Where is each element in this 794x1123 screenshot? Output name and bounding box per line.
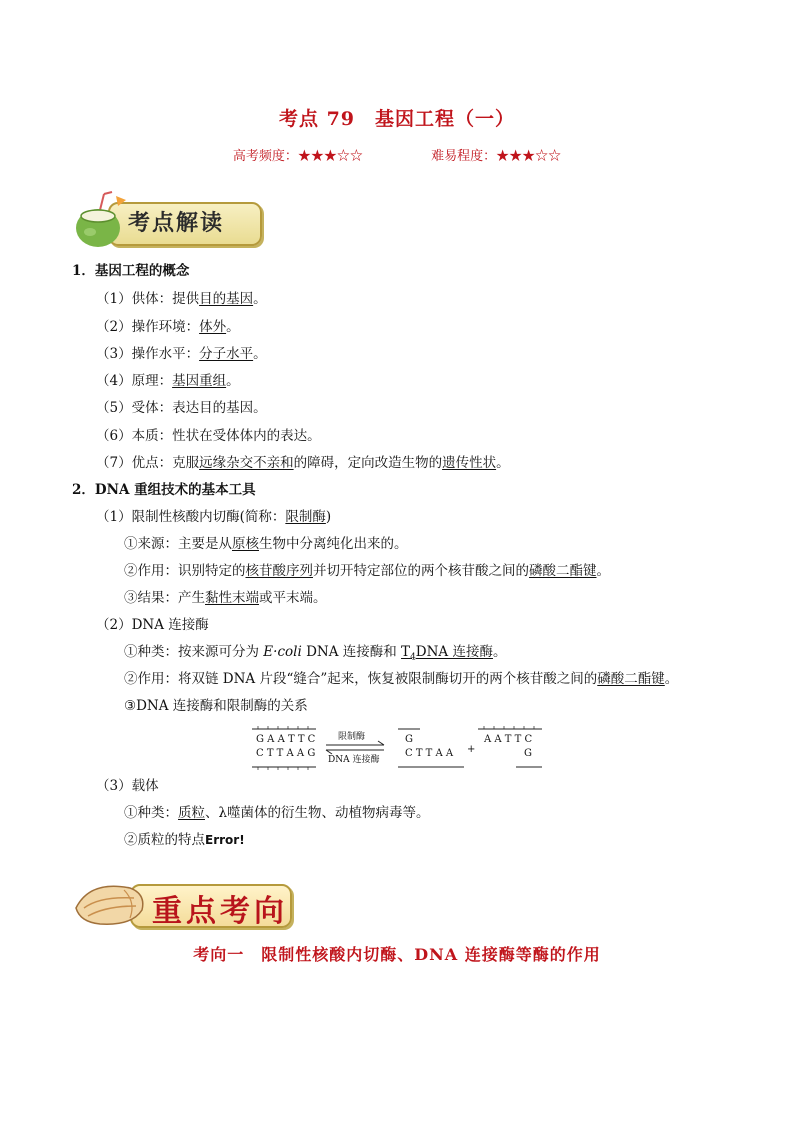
topic-title: 考向一 限制性核酸内切酶、DNA 连接酶等酶的作用 <box>193 945 601 964</box>
coconut-drink-icon <box>70 190 134 250</box>
banner-zhongdian-kaoxiang <box>70 872 300 932</box>
strand-text: G A A T T C <box>256 734 316 745</box>
strand-text: C T T A A G <box>256 748 316 759</box>
list-item: （4）原理：基因重组。 <box>96 373 240 389</box>
difficulty <box>431 145 561 164</box>
list-item: （1）限制性核酸内切酶(简称：限制酶) <box>96 509 332 525</box>
strand-text: C T T A A <box>405 748 454 759</box>
rating-row <box>0 145 794 164</box>
list-item: （2）操作环境：体外。 <box>96 319 240 335</box>
difficulty-stars: ★★★☆☆ <box>496 149 562 164</box>
exam-frequency-stars: ★★★☆☆ <box>297 149 363 164</box>
banner-text: 重点考向 <box>152 894 288 929</box>
strand-text: A A T T C <box>484 734 533 745</box>
seashell-icon <box>70 874 150 932</box>
plus-sign: + <box>467 744 476 755</box>
list-item: ③结果：产生黏性末端或平末端。 <box>124 590 327 606</box>
list-item: ①种类：按来源可分为 E·coli DNA 连接酶和 $T_4DNA$ 连接酶。 <box>124 644 507 663</box>
arrow-label: DNA 连接酶 <box>328 755 380 765</box>
page-title: 考点 79 基因工程（一） <box>278 108 516 130</box>
list-item: （5）受体：表达目的基因。 <box>96 400 267 416</box>
list-item: （1）供体：提供目的基因。 <box>96 291 267 307</box>
list-item: ①种类：质粒、λ噬菌体的衍生物、动植物病毒等。 <box>124 805 430 821</box>
exam-frequency-label: 高考频度： <box>232 149 298 164</box>
difficulty-label: 难易程度： <box>431 149 497 164</box>
error-text: Error! <box>205 833 245 847</box>
list-item: ②作用：识别特定的核苷酸序列并切开特定部位的两个核苷酸之间的磷酸二酯键。 <box>124 563 610 579</box>
dna-cut-ligation-diagram <box>248 726 548 770</box>
banner-kaodian-jiedu <box>70 190 270 250</box>
list-item: （3）操作水平：分子水平。 <box>96 346 267 362</box>
list-item: （3）载体 <box>96 778 159 794</box>
strand-text: G <box>524 748 532 759</box>
list-item: （2）DNA 连接酶 <box>96 617 209 633</box>
list-item: （7）优点：克服远缘杂交不亲和的障碍，定向改造生物的遗传性状。 <box>96 455 510 471</box>
arrow-label: 限制酶 <box>338 732 366 742</box>
section-heading: 2．DNA 重组技术的基本工具 <box>72 482 256 498</box>
list-item: ②质粒的特点Error! <box>124 832 245 848</box>
banner-text: 考点解读 <box>128 210 225 236</box>
exam-frequency <box>233 145 363 164</box>
list-item: ②作用：将双链 DNA 片段“缝合”起来，恢复被限制酶切开的两个核苷酸之间的磷酸二酯键。 <box>124 671 679 687</box>
list-item: ③DNA 连接酶和限制酶的关系 <box>124 698 308 714</box>
list-item: （6）本质：性状在受体体内的表达。 <box>96 428 321 444</box>
list-item: ①来源：主要是从原核生物中分离纯化出来的。 <box>124 536 408 552</box>
section-heading: 1．基因工程的概念 <box>72 263 190 279</box>
strand-text: G <box>405 734 413 745</box>
